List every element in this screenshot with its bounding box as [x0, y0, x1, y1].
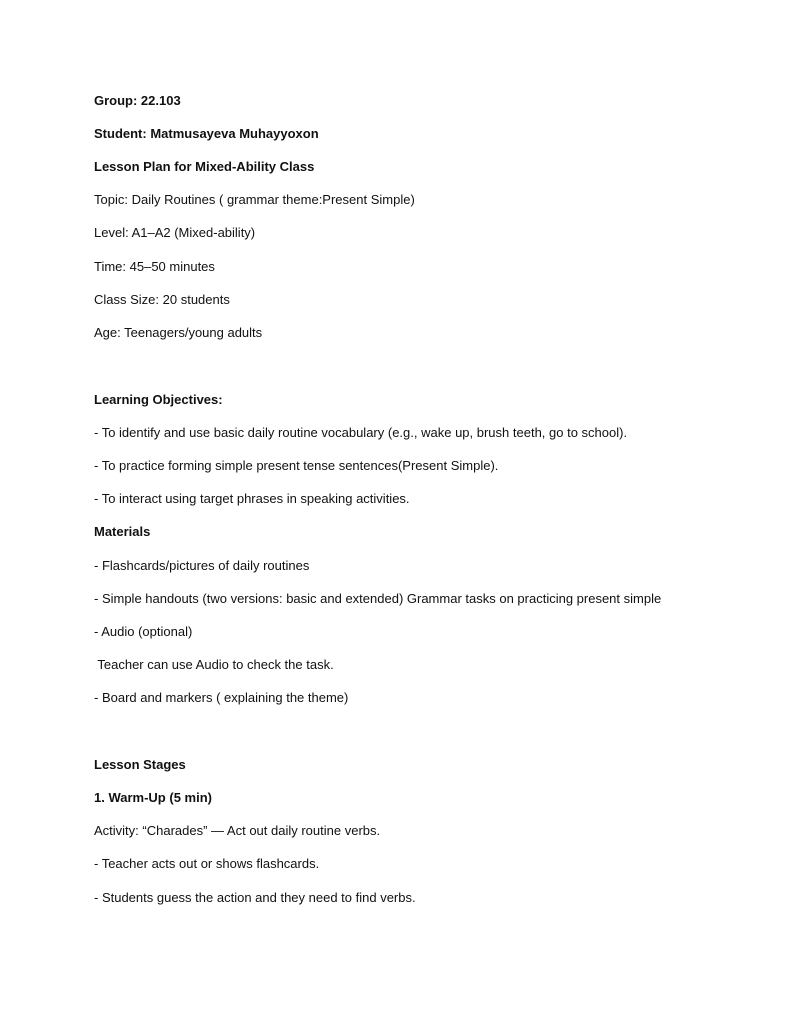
materials-heading: Materials: [94, 524, 151, 539]
warmup-item: - Teacher acts out or shows flashcards.: [94, 856, 320, 871]
material-item: - Audio (optional): [94, 624, 193, 639]
plan-title: Lesson Plan for Mixed-Ability Class: [94, 159, 315, 174]
time-line: Time: 45–50 minutes: [94, 259, 215, 274]
material-item: - Flashcards/pictures of daily routines: [94, 558, 310, 573]
objective-item: - To interact using target phrases in speaking activities.: [94, 491, 410, 506]
topic-line: Topic: Daily Routines ( grammar theme:Present Simple): [94, 192, 415, 207]
material-item: - Board and markers ( explaining the theme): [94, 690, 349, 705]
objective-item: - To practice forming simple present tense sentences(Present Simple).: [94, 458, 499, 473]
material-item: Teacher can use Audio to check the task.: [94, 657, 334, 672]
warmup-activity: Activity: “Charades” — Act out daily routine verbs.: [94, 823, 381, 838]
warmup-item: - Students guess the action and they need to find verbs.: [94, 890, 416, 905]
age-line: Age: Teenagers/young adults: [94, 325, 263, 340]
group-line: Group: 22.103: [94, 93, 181, 108]
objectives-heading: Learning Objectives:: [94, 392, 223, 407]
level-line: Level: A1–A2 (Mixed-ability): [94, 225, 256, 240]
warmup-title: 1. Warm-Up (5 min): [94, 790, 212, 805]
student-line: Student: Matmusayeva Muhayyoxon: [94, 126, 319, 141]
stages-heading: Lesson Stages: [94, 757, 186, 772]
objective-item: - To identify and use basic daily routine vocabulary (e.g., wake up, brush teeth, go to school).: [94, 425, 628, 440]
material-item: - Simple handouts (two versions: basic and extended) Grammar tasks on practicing present simple: [94, 591, 662, 606]
class-size-line: Class Size: 20 students: [94, 292, 230, 307]
